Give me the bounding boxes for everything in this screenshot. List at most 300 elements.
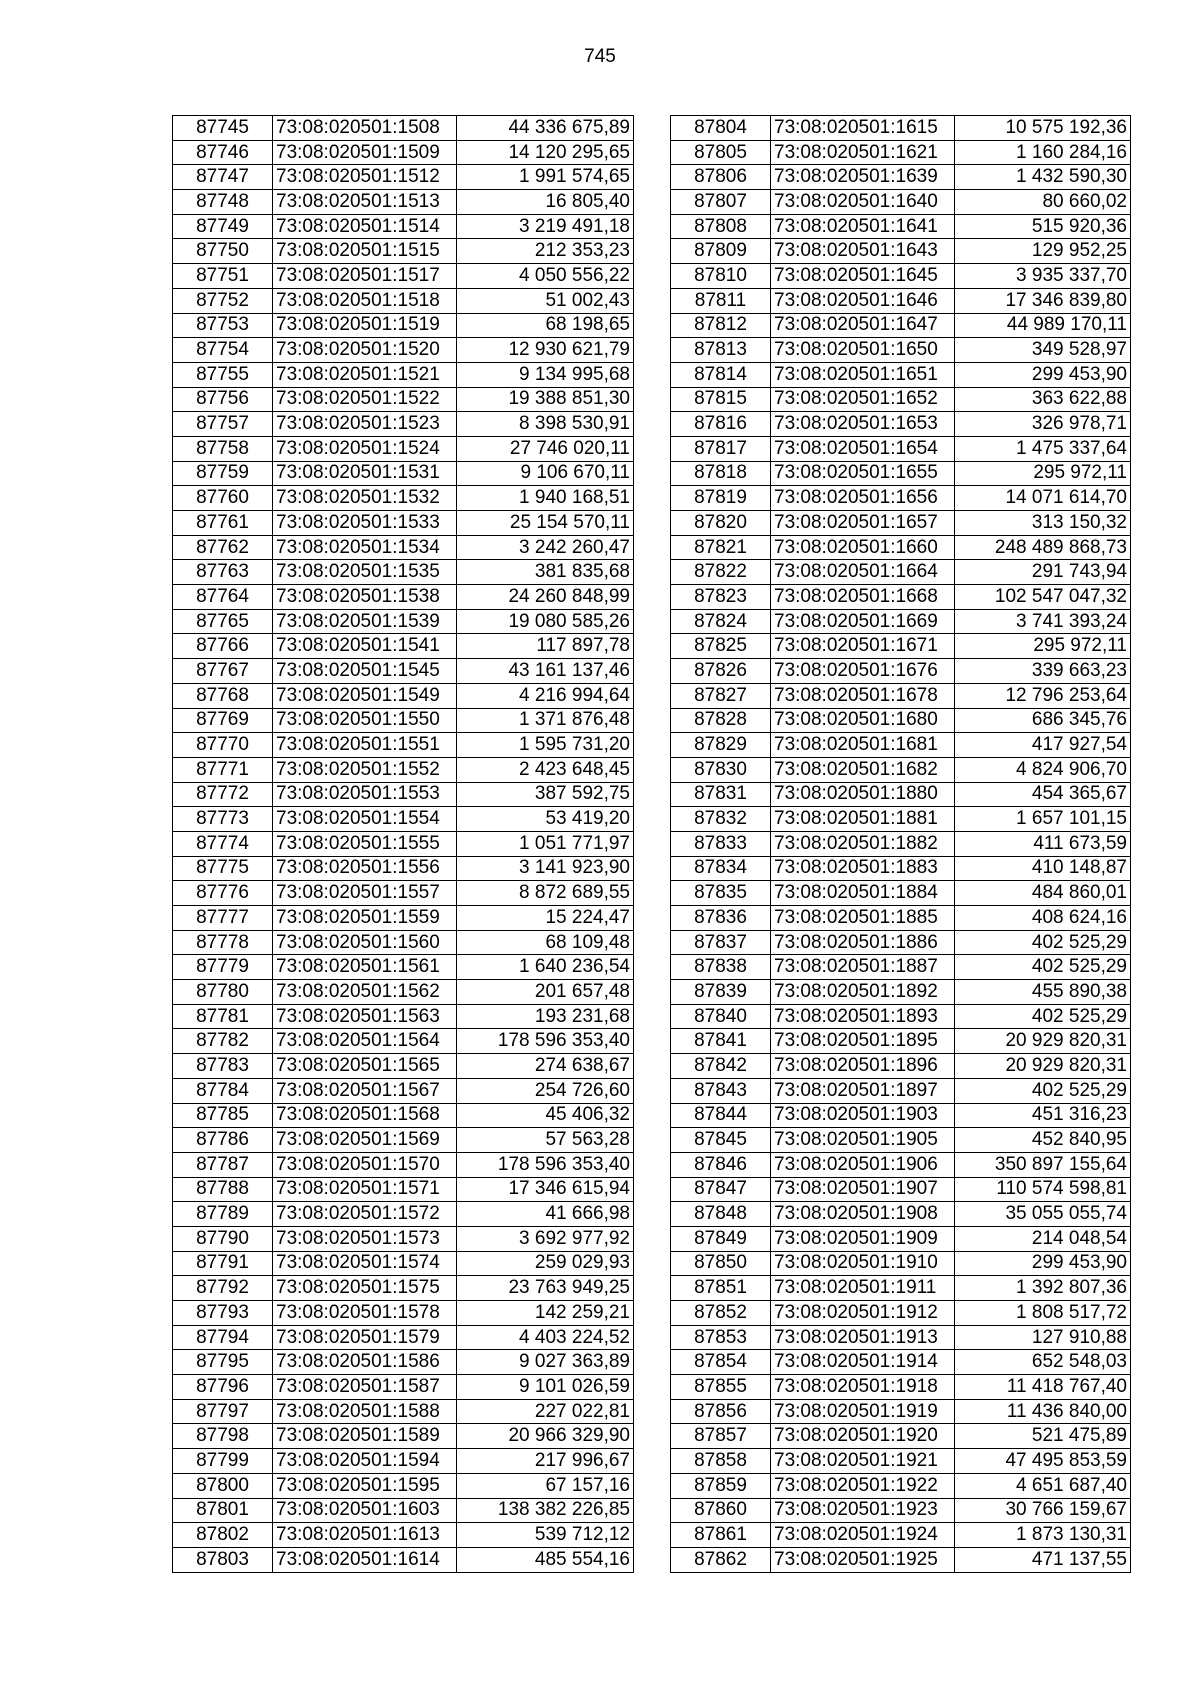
table-row bbox=[173, 1251, 634, 1276]
table-row bbox=[671, 1004, 1131, 1029]
row-number-cell: 87762 bbox=[173, 535, 273, 560]
cadastral-number-cell: 73:08:020501:1893 bbox=[771, 1004, 955, 1029]
left-table bbox=[172, 115, 634, 1573]
row-number-cell: 87800 bbox=[173, 1473, 273, 1498]
table-row bbox=[671, 1152, 1131, 1177]
row-number-cell: 87751 bbox=[173, 264, 273, 289]
cadastral-value-cell: 110 574 598,81 bbox=[955, 1177, 1131, 1202]
table-row bbox=[173, 609, 634, 634]
cadastral-number-cell: 73:08:020501:1613 bbox=[273, 1523, 457, 1548]
cadastral-value-cell: 129 952,25 bbox=[955, 239, 1131, 264]
table-row bbox=[173, 683, 634, 708]
table-row bbox=[671, 486, 1131, 511]
cadastral-number-cell: 73:08:020501:1656 bbox=[771, 486, 955, 511]
cadastral-value-cell: 387 592,75 bbox=[457, 782, 634, 807]
cadastral-number-cell: 73:08:020501:1563 bbox=[273, 1004, 457, 1029]
table-row bbox=[671, 980, 1131, 1005]
cadastral-number-cell: 73:08:020501:1556 bbox=[273, 856, 457, 881]
row-number-cell: 87848 bbox=[671, 1202, 771, 1227]
table-row bbox=[671, 1473, 1131, 1498]
cadastral-value-cell: 1 392 807,36 bbox=[955, 1276, 1131, 1301]
row-number-cell: 87753 bbox=[173, 313, 273, 338]
table-row bbox=[173, 1078, 634, 1103]
row-number-cell: 87772 bbox=[173, 782, 273, 807]
row-number-cell: 87830 bbox=[671, 757, 771, 782]
table-row bbox=[671, 313, 1131, 338]
row-number-cell: 87776 bbox=[173, 881, 273, 906]
cadastral-value-cell: 57 563,28 bbox=[457, 1128, 634, 1153]
cadastral-value-cell: 1 371 876,48 bbox=[457, 708, 634, 733]
cadastral-value-cell: 20 929 820,31 bbox=[955, 1054, 1131, 1079]
cadastral-value-cell: 2 423 648,45 bbox=[457, 757, 634, 782]
table-row bbox=[173, 1301, 634, 1326]
cadastral-number-cell: 73:08:020501:1920 bbox=[771, 1424, 955, 1449]
cadastral-value-cell: 1 475 337,64 bbox=[955, 436, 1131, 461]
cadastral-number-cell: 73:08:020501:1621 bbox=[771, 140, 955, 165]
row-number-cell: 87770 bbox=[173, 733, 273, 758]
cadastral-number-cell: 73:08:020501:1586 bbox=[273, 1350, 457, 1375]
cadastral-value-cell: 80 660,02 bbox=[955, 190, 1131, 215]
table-row bbox=[173, 140, 634, 165]
cadastral-number-cell: 73:08:020501:1655 bbox=[771, 461, 955, 486]
row-number-cell: 87745 bbox=[173, 116, 273, 141]
table-row bbox=[173, 1547, 634, 1572]
cadastral-number-cell: 73:08:020501:1531 bbox=[273, 461, 457, 486]
cadastral-number-cell: 73:08:020501:1574 bbox=[273, 1251, 457, 1276]
row-number-cell: 87761 bbox=[173, 511, 273, 536]
cadastral-number-cell: 73:08:020501:1524 bbox=[273, 436, 457, 461]
cadastral-value-cell: 102 547 047,32 bbox=[955, 585, 1131, 610]
cadastral-value-cell: 350 897 155,64 bbox=[955, 1152, 1131, 1177]
row-number-cell: 87824 bbox=[671, 609, 771, 634]
row-number-cell: 87788 bbox=[173, 1177, 273, 1202]
row-number-cell: 87807 bbox=[671, 190, 771, 215]
cadastral-number-cell: 73:08:020501:1913 bbox=[771, 1325, 955, 1350]
cadastral-value-cell: 8 398 530,91 bbox=[457, 412, 634, 437]
cadastral-number-cell: 73:08:020501:1533 bbox=[273, 511, 457, 536]
table-row bbox=[173, 1103, 634, 1128]
table-row bbox=[173, 1029, 634, 1054]
row-number-cell: 87846 bbox=[671, 1152, 771, 1177]
table-row bbox=[173, 1473, 634, 1498]
cadastral-number-cell: 73:08:020501:1615 bbox=[771, 116, 955, 141]
table-row bbox=[671, 1054, 1131, 1079]
cadastral-number-cell: 73:08:020501:1654 bbox=[771, 436, 955, 461]
table-row bbox=[671, 461, 1131, 486]
cadastral-value-cell: 451 316,23 bbox=[955, 1103, 1131, 1128]
cadastral-number-cell: 73:08:020501:1570 bbox=[273, 1152, 457, 1177]
table-row bbox=[173, 782, 634, 807]
cadastral-value-cell: 1 873 130,31 bbox=[955, 1523, 1131, 1548]
table-row bbox=[671, 511, 1131, 536]
table-row bbox=[671, 1226, 1131, 1251]
cadastral-number-cell: 73:08:020501:1552 bbox=[273, 757, 457, 782]
cadastral-number-cell: 73:08:020501:1639 bbox=[771, 165, 955, 190]
cadastral-number-cell: 73:08:020501:1650 bbox=[771, 338, 955, 363]
cadastral-value-cell: 363 622,88 bbox=[955, 387, 1131, 412]
cadastral-number-cell: 73:08:020501:1509 bbox=[273, 140, 457, 165]
cadastral-number-cell: 73:08:020501:1535 bbox=[273, 560, 457, 585]
cadastral-value-cell: 14 071 614,70 bbox=[955, 486, 1131, 511]
table-row bbox=[173, 1152, 634, 1177]
table-row bbox=[671, 362, 1131, 387]
cadastral-value-cell: 484 860,01 bbox=[955, 881, 1131, 906]
row-number-cell: 87835 bbox=[671, 881, 771, 906]
cadastral-number-cell: 73:08:020501:1880 bbox=[771, 782, 955, 807]
cadastral-value-cell: 178 596 353,40 bbox=[457, 1029, 634, 1054]
cadastral-value-cell: 47 495 853,59 bbox=[955, 1449, 1131, 1474]
row-number-cell: 87857 bbox=[671, 1424, 771, 1449]
cadastral-number-cell: 73:08:020501:1641 bbox=[771, 214, 955, 239]
row-number-cell: 87755 bbox=[173, 362, 273, 387]
cadastral-value-cell: 67 157,16 bbox=[457, 1473, 634, 1498]
cadastral-number-cell: 73:08:020501:1671 bbox=[771, 634, 955, 659]
cadastral-number-cell: 73:08:020501:1545 bbox=[273, 659, 457, 684]
table-row bbox=[671, 609, 1131, 634]
row-number-cell: 87862 bbox=[671, 1547, 771, 1572]
cadastral-value-cell: 417 927,54 bbox=[955, 733, 1131, 758]
cadastral-value-cell: 16 805,40 bbox=[457, 190, 634, 215]
table-row bbox=[173, 264, 634, 289]
cadastral-number-cell: 73:08:020501:1572 bbox=[273, 1202, 457, 1227]
row-number-cell: 87838 bbox=[671, 955, 771, 980]
row-number-cell: 87746 bbox=[173, 140, 273, 165]
cadastral-value-cell: 15 224,47 bbox=[457, 906, 634, 931]
row-number-cell: 87815 bbox=[671, 387, 771, 412]
cadastral-number-cell: 73:08:020501:1903 bbox=[771, 1103, 955, 1128]
cadastral-value-cell: 3 242 260,47 bbox=[457, 535, 634, 560]
table-row bbox=[671, 436, 1131, 461]
cadastral-value-cell: 68 198,65 bbox=[457, 313, 634, 338]
cadastral-value-cell: 515 920,36 bbox=[955, 214, 1131, 239]
cadastral-number-cell: 73:08:020501:1914 bbox=[771, 1350, 955, 1375]
cadastral-value-cell: 53 419,20 bbox=[457, 807, 634, 832]
cadastral-number-cell: 73:08:020501:1646 bbox=[771, 288, 955, 313]
table-row bbox=[671, 683, 1131, 708]
cadastral-number-cell: 73:08:020501:1578 bbox=[273, 1301, 457, 1326]
table-row bbox=[173, 436, 634, 461]
cadastral-number-cell: 73:08:020501:1549 bbox=[273, 683, 457, 708]
cadastral-value-cell: 4 216 994,64 bbox=[457, 683, 634, 708]
cadastral-value-cell: 248 489 868,73 bbox=[955, 535, 1131, 560]
cadastral-number-cell: 73:08:020501:1541 bbox=[273, 634, 457, 659]
cadastral-value-cell: 44 336 675,89 bbox=[457, 116, 634, 141]
table-row bbox=[173, 1424, 634, 1449]
cadastral-value-cell: 68 109,48 bbox=[457, 930, 634, 955]
row-number-cell: 87837 bbox=[671, 930, 771, 955]
table-row bbox=[173, 733, 634, 758]
cadastral-number-cell: 73:08:020501:1676 bbox=[771, 659, 955, 684]
cadastral-value-cell: 3 219 491,18 bbox=[457, 214, 634, 239]
table-row bbox=[173, 486, 634, 511]
cadastral-value-cell: 27 746 020,11 bbox=[457, 436, 634, 461]
row-number-cell: 87771 bbox=[173, 757, 273, 782]
row-number-cell: 87803 bbox=[173, 1547, 273, 1572]
table-row bbox=[671, 1449, 1131, 1474]
cadastral-value-cell: 9 101 026,59 bbox=[457, 1375, 634, 1400]
cadastral-number-cell: 73:08:020501:1515 bbox=[273, 239, 457, 264]
cadastral-number-cell: 73:08:020501:1892 bbox=[771, 980, 955, 1005]
row-number-cell: 87749 bbox=[173, 214, 273, 239]
row-number-cell: 87825 bbox=[671, 634, 771, 659]
table-row bbox=[671, 1547, 1131, 1572]
row-number-cell: 87775 bbox=[173, 856, 273, 881]
cadastral-number-cell: 73:08:020501:1906 bbox=[771, 1152, 955, 1177]
row-number-cell: 87858 bbox=[671, 1449, 771, 1474]
table-row bbox=[173, 535, 634, 560]
table-row bbox=[173, 1054, 634, 1079]
table-row bbox=[173, 1128, 634, 1153]
cadastral-number-cell: 73:08:020501:1645 bbox=[771, 264, 955, 289]
cadastral-number-cell: 73:08:020501:1912 bbox=[771, 1301, 955, 1326]
row-number-cell: 87756 bbox=[173, 387, 273, 412]
table-row bbox=[173, 239, 634, 264]
cadastral-number-cell: 73:08:020501:1919 bbox=[771, 1399, 955, 1424]
row-number-cell: 87797 bbox=[173, 1399, 273, 1424]
cadastral-value-cell: 20 966 329,90 bbox=[457, 1424, 634, 1449]
table-row bbox=[173, 1226, 634, 1251]
cadastral-number-cell: 73:08:020501:1907 bbox=[771, 1177, 955, 1202]
cadastral-number-cell: 73:08:020501:1521 bbox=[273, 362, 457, 387]
cadastral-number-cell: 73:08:020501:1922 bbox=[771, 1473, 955, 1498]
cadastral-number-cell: 73:08:020501:1678 bbox=[771, 683, 955, 708]
row-number-cell: 87759 bbox=[173, 461, 273, 486]
cadastral-value-cell: 485 554,16 bbox=[457, 1547, 634, 1572]
cadastral-number-cell: 73:08:020501:1886 bbox=[771, 930, 955, 955]
table-row bbox=[173, 165, 634, 190]
table-row bbox=[173, 1498, 634, 1523]
row-number-cell: 87861 bbox=[671, 1523, 771, 1548]
cadastral-value-cell: 12 796 253,64 bbox=[955, 683, 1131, 708]
row-number-cell: 87793 bbox=[173, 1301, 273, 1326]
cadastral-value-cell: 3 741 393,24 bbox=[955, 609, 1131, 634]
cadastral-value-cell: 1 160 284,16 bbox=[955, 140, 1131, 165]
cadastral-value-cell: 3 935 337,70 bbox=[955, 264, 1131, 289]
row-number-cell: 87806 bbox=[671, 165, 771, 190]
cadastral-number-cell: 73:08:020501:1534 bbox=[273, 535, 457, 560]
cadastral-number-cell: 73:08:020501:1925 bbox=[771, 1547, 955, 1572]
cadastral-value-cell: 313 150,32 bbox=[955, 511, 1131, 536]
row-number-cell: 87760 bbox=[173, 486, 273, 511]
cadastral-number-cell: 73:08:020501:1680 bbox=[771, 708, 955, 733]
cadastral-number-cell: 73:08:020501:1564 bbox=[273, 1029, 457, 1054]
row-number-cell: 87805 bbox=[671, 140, 771, 165]
row-number-cell: 87794 bbox=[173, 1325, 273, 1350]
row-number-cell: 87792 bbox=[173, 1276, 273, 1301]
cadastral-value-cell: 299 453,90 bbox=[955, 362, 1131, 387]
cadastral-value-cell: 35 055 055,74 bbox=[955, 1202, 1131, 1227]
table-row bbox=[173, 1004, 634, 1029]
cadastral-number-cell: 73:08:020501:1539 bbox=[273, 609, 457, 634]
cadastral-number-cell: 73:08:020501:1562 bbox=[273, 980, 457, 1005]
row-number-cell: 87748 bbox=[173, 190, 273, 215]
table-row bbox=[671, 116, 1131, 141]
row-number-cell: 87831 bbox=[671, 782, 771, 807]
cadastral-number-cell: 73:08:020501:1896 bbox=[771, 1054, 955, 1079]
row-number-cell: 87816 bbox=[671, 412, 771, 437]
table-row bbox=[671, 1424, 1131, 1449]
table-row bbox=[173, 856, 634, 881]
table-row bbox=[671, 338, 1131, 363]
row-number-cell: 87773 bbox=[173, 807, 273, 832]
cadastral-number-cell: 73:08:020501:1554 bbox=[273, 807, 457, 832]
cadastral-number-cell: 73:08:020501:1647 bbox=[771, 313, 955, 338]
cadastral-value-cell: 43 161 137,46 bbox=[457, 659, 634, 684]
row-number-cell: 87777 bbox=[173, 906, 273, 931]
cadastral-number-cell: 73:08:020501:1643 bbox=[771, 239, 955, 264]
table-row bbox=[671, 659, 1131, 684]
row-number-cell: 87852 bbox=[671, 1301, 771, 1326]
row-number-cell: 87859 bbox=[671, 1473, 771, 1498]
cadastral-number-cell: 73:08:020501:1571 bbox=[273, 1177, 457, 1202]
table-row bbox=[671, 1177, 1131, 1202]
row-number-cell: 87789 bbox=[173, 1202, 273, 1227]
cadastral-value-cell: 11 436 840,00 bbox=[955, 1399, 1131, 1424]
cadastral-value-cell: 193 231,68 bbox=[457, 1004, 634, 1029]
cadastral-number-cell: 73:08:020501:1603 bbox=[273, 1498, 457, 1523]
row-number-cell: 87774 bbox=[173, 831, 273, 856]
cadastral-number-cell: 73:08:020501:1587 bbox=[273, 1375, 457, 1400]
cadastral-number-cell: 73:08:020501:1923 bbox=[771, 1498, 955, 1523]
row-number-cell: 87860 bbox=[671, 1498, 771, 1523]
cadastral-value-cell: 521 475,89 bbox=[955, 1424, 1131, 1449]
table-row bbox=[173, 560, 634, 585]
row-number-cell: 87781 bbox=[173, 1004, 273, 1029]
cadastral-number-cell: 73:08:020501:1514 bbox=[273, 214, 457, 239]
table-row bbox=[173, 930, 634, 955]
cadastral-value-cell: 117 897,78 bbox=[457, 634, 634, 659]
cadastral-value-cell: 1 640 236,54 bbox=[457, 955, 634, 980]
cadastral-value-cell: 227 022,81 bbox=[457, 1399, 634, 1424]
cadastral-value-cell: 411 673,59 bbox=[955, 831, 1131, 856]
table-row bbox=[671, 1350, 1131, 1375]
table-row bbox=[173, 807, 634, 832]
cadastral-value-cell: 402 525,29 bbox=[955, 955, 1131, 980]
row-number-cell: 87808 bbox=[671, 214, 771, 239]
cadastral-value-cell: 30 766 159,67 bbox=[955, 1498, 1131, 1523]
cadastral-value-cell: 14 120 295,65 bbox=[457, 140, 634, 165]
row-number-cell: 87853 bbox=[671, 1325, 771, 1350]
row-number-cell: 87799 bbox=[173, 1449, 273, 1474]
table-row bbox=[671, 807, 1131, 832]
table-row bbox=[671, 1523, 1131, 1548]
table-row bbox=[173, 338, 634, 363]
cadastral-value-cell: 471 137,55 bbox=[955, 1547, 1131, 1572]
cadastral-value-cell: 217 996,67 bbox=[457, 1449, 634, 1474]
row-number-cell: 87850 bbox=[671, 1251, 771, 1276]
row-number-cell: 87832 bbox=[671, 807, 771, 832]
cadastral-number-cell: 73:08:020501:1560 bbox=[273, 930, 457, 955]
cadastral-number-cell: 73:08:020501:1520 bbox=[273, 338, 457, 363]
row-number-cell: 87780 bbox=[173, 980, 273, 1005]
row-number-cell: 87823 bbox=[671, 585, 771, 610]
cadastral-value-cell: 9 027 363,89 bbox=[457, 1350, 634, 1375]
row-number-cell: 87826 bbox=[671, 659, 771, 684]
cadastral-number-cell: 73:08:020501:1588 bbox=[273, 1399, 457, 1424]
cadastral-value-cell: 455 890,38 bbox=[955, 980, 1131, 1005]
row-number-cell: 87847 bbox=[671, 1177, 771, 1202]
row-number-cell: 87765 bbox=[173, 609, 273, 634]
row-number-cell: 87811 bbox=[671, 288, 771, 313]
table-row bbox=[173, 1399, 634, 1424]
table-row bbox=[173, 1177, 634, 1202]
row-number-cell: 87828 bbox=[671, 708, 771, 733]
row-number-cell: 87841 bbox=[671, 1029, 771, 1054]
cadastral-number-cell: 73:08:020501:1518 bbox=[273, 288, 457, 313]
table-row bbox=[671, 831, 1131, 856]
row-number-cell: 87786 bbox=[173, 1128, 273, 1153]
row-number-cell: 87854 bbox=[671, 1350, 771, 1375]
cadastral-value-cell: 25 154 570,11 bbox=[457, 511, 634, 536]
row-number-cell: 87833 bbox=[671, 831, 771, 856]
row-number-cell: 87819 bbox=[671, 486, 771, 511]
cadastral-value-cell: 142 259,21 bbox=[457, 1301, 634, 1326]
row-number-cell: 87813 bbox=[671, 338, 771, 363]
cadastral-value-cell: 274 638,67 bbox=[457, 1054, 634, 1079]
row-number-cell: 87801 bbox=[173, 1498, 273, 1523]
cadastral-value-cell: 295 972,11 bbox=[955, 461, 1131, 486]
row-number-cell: 87758 bbox=[173, 436, 273, 461]
page-number: 745 bbox=[584, 46, 616, 67]
cadastral-number-cell: 73:08:020501:1559 bbox=[273, 906, 457, 931]
cadastral-number-cell: 73:08:020501:1550 bbox=[273, 708, 457, 733]
row-number-cell: 87809 bbox=[671, 239, 771, 264]
table-row bbox=[173, 634, 634, 659]
row-number-cell: 87768 bbox=[173, 683, 273, 708]
cadastral-number-cell: 73:08:020501:1551 bbox=[273, 733, 457, 758]
table-row bbox=[173, 980, 634, 1005]
cadastral-value-cell: 9 106 670,11 bbox=[457, 461, 634, 486]
row-number-cell: 87842 bbox=[671, 1054, 771, 1079]
row-number-cell: 87836 bbox=[671, 906, 771, 931]
row-number-cell: 87791 bbox=[173, 1251, 273, 1276]
cadastral-value-cell: 9 134 995,68 bbox=[457, 362, 634, 387]
cadastral-value-cell: 20 929 820,31 bbox=[955, 1029, 1131, 1054]
cadastral-number-cell: 73:08:020501:1681 bbox=[771, 733, 955, 758]
row-number-cell: 87750 bbox=[173, 239, 273, 264]
cadastral-number-cell: 73:08:020501:1883 bbox=[771, 856, 955, 881]
row-number-cell: 87849 bbox=[671, 1226, 771, 1251]
table-row bbox=[671, 1325, 1131, 1350]
table-row bbox=[671, 1301, 1131, 1326]
row-number-cell: 87817 bbox=[671, 436, 771, 461]
cadastral-value-cell: 3 141 923,90 bbox=[457, 856, 634, 881]
right-table-body bbox=[671, 116, 1131, 1573]
cadastral-value-cell: 214 048,54 bbox=[955, 1226, 1131, 1251]
table-row bbox=[173, 906, 634, 931]
cadastral-value-cell: 349 528,97 bbox=[955, 338, 1131, 363]
cadastral-value-cell: 652 548,03 bbox=[955, 1350, 1131, 1375]
table-row bbox=[173, 881, 634, 906]
table-row bbox=[671, 1029, 1131, 1054]
cadastral-value-cell: 410 148,87 bbox=[955, 856, 1131, 881]
table-row bbox=[173, 1202, 634, 1227]
row-number-cell: 87779 bbox=[173, 955, 273, 980]
cadastral-number-cell: 73:08:020501:1553 bbox=[273, 782, 457, 807]
cadastral-number-cell: 73:08:020501:1664 bbox=[771, 560, 955, 585]
cadastral-number-cell: 73:08:020501:1523 bbox=[273, 412, 457, 437]
row-number-cell: 87822 bbox=[671, 560, 771, 585]
cadastral-number-cell: 73:08:020501:1651 bbox=[771, 362, 955, 387]
row-number-cell: 87843 bbox=[671, 1078, 771, 1103]
table-row bbox=[173, 659, 634, 684]
table-row bbox=[671, 214, 1131, 239]
cadastral-number-cell: 73:08:020501:1561 bbox=[273, 955, 457, 980]
cadastral-value-cell: 201 657,48 bbox=[457, 980, 634, 1005]
cadastral-value-cell: 291 743,94 bbox=[955, 560, 1131, 585]
row-number-cell: 87790 bbox=[173, 1226, 273, 1251]
table-row bbox=[671, 264, 1131, 289]
